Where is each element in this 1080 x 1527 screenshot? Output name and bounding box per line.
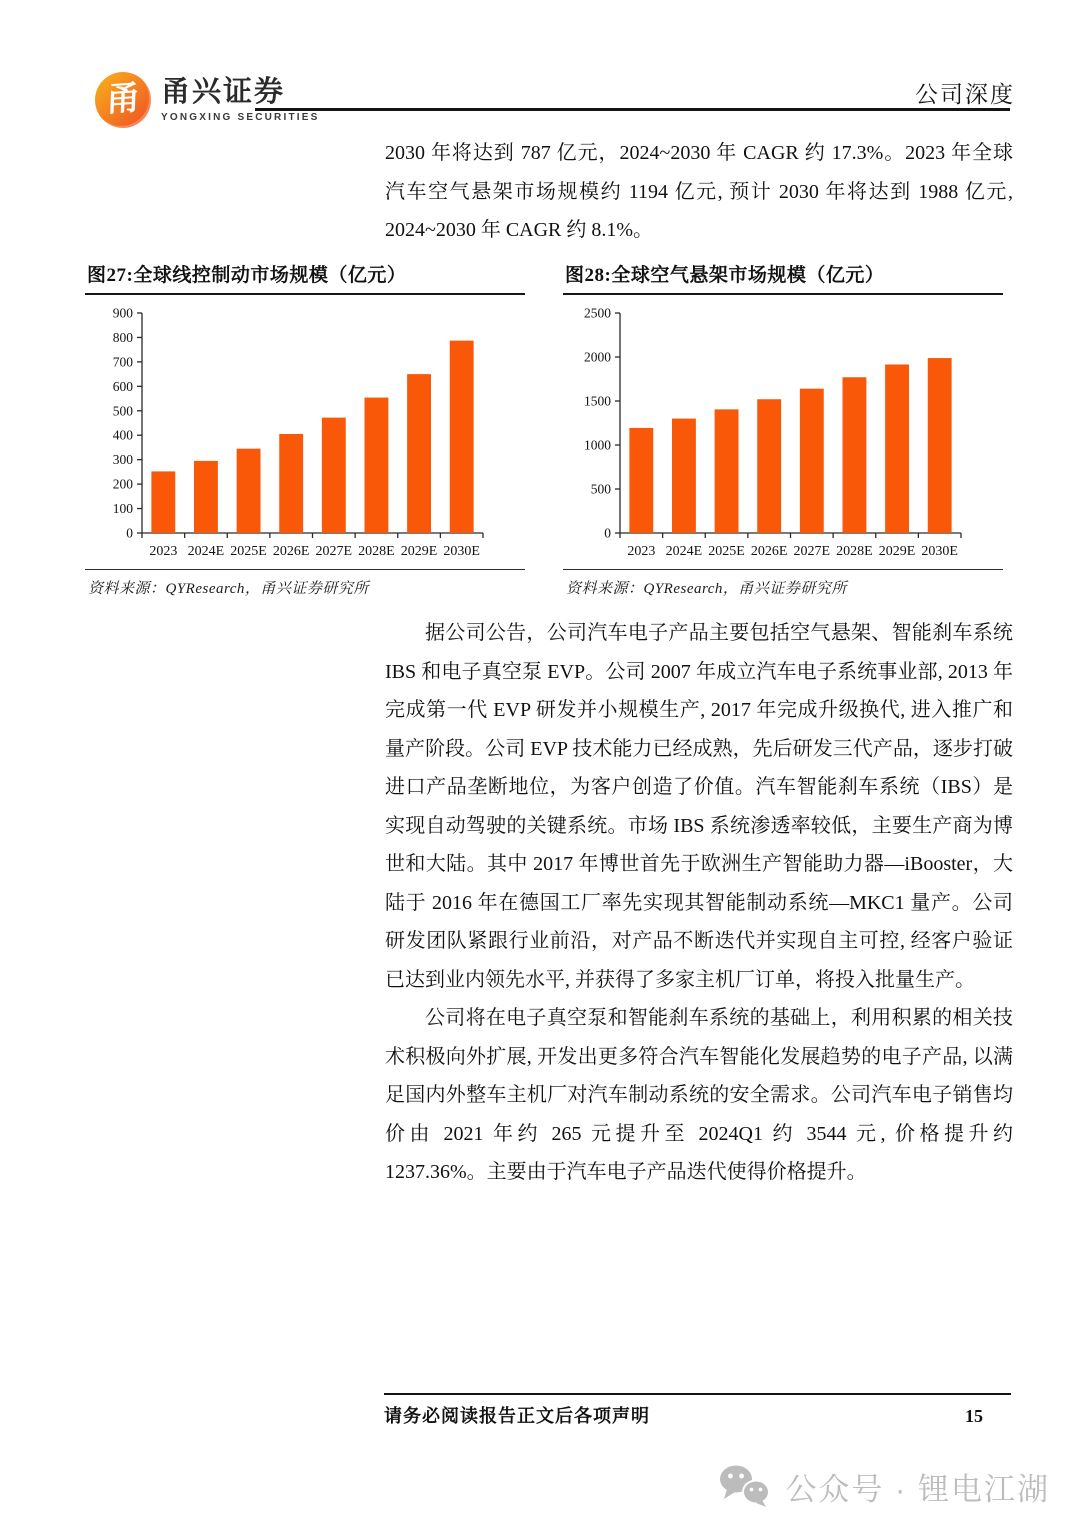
svg-text:2030E: 2030E (443, 544, 480, 559)
logo-glyph: 甬 (105, 79, 141, 120)
svg-text:100: 100 (112, 501, 133, 517)
brand-name-cn: 甬兴证券 (161, 75, 286, 108)
svg-text:2023: 2023 (627, 544, 656, 559)
svg-text:2023: 2023 (149, 544, 178, 559)
svg-text:200: 200 (112, 476, 133, 492)
svg-text:900: 900 (112, 305, 133, 321)
svg-text:2026E: 2026E (750, 544, 788, 559)
figure-28-title: 图28:全球空气悬架市场规模（亿元） (563, 260, 1003, 295)
watermark-text: 公众号 · 锂电江湖 (785, 1471, 1050, 1507)
svg-text:800: 800 (112, 329, 133, 345)
svg-text:700: 700 (112, 354, 133, 370)
figure-28-source: 资料来源：QYResearch，甬兴证券研究所 (563, 569, 1003, 598)
wechat-icon (719, 1464, 771, 1508)
svg-text:2025E: 2025E (230, 544, 267, 559)
svg-text:500: 500 (112, 403, 133, 419)
figure-27-source: 资料来源：QYResearch，甬兴证券研究所 (85, 569, 525, 598)
svg-text:0: 0 (126, 525, 133, 541)
body-text (385, 614, 1013, 1192)
svg-text:2028E: 2028E (358, 544, 395, 559)
brand-logo (95, 72, 320, 128)
wechat-watermark (719, 1462, 1050, 1510)
brand-text (161, 75, 320, 123)
svg-text:600: 600 (112, 378, 133, 394)
svg-text:2028E: 2028E (836, 544, 873, 559)
svg-text:2029E: 2029E (400, 544, 438, 559)
svg-text:2027E: 2027E (793, 544, 831, 559)
svg-text:2000: 2000 (584, 349, 611, 365)
page-number: 15 (965, 1406, 983, 1426)
report-type-label: 公司深度 (915, 82, 1015, 107)
intro-paragraph: 2030 年将达到 787 亿元，2024~2030 年 CAGR 约 17.3%。2023 年全球汽车空气悬架市场规模约 1194 亿元, 预计 2030 年将达到 1988 亿元, 2024~2030 年 CAGR 约 8.1%。 (385, 142, 1013, 241)
svg-text:2024E: 2024E (187, 544, 225, 559)
brand-name-en: YONGXING SECURITIES (161, 111, 320, 123)
svg-text:400: 400 (112, 427, 133, 443)
header-divider (255, 108, 1010, 111)
svg-text:2024E: 2024E (665, 544, 703, 559)
svg-text:2029E: 2029E (878, 544, 916, 559)
svg-text:2030E: 2030E (921, 544, 958, 559)
svg-text:2025E: 2025E (708, 544, 745, 559)
figure-28-bar-chart (563, 297, 1003, 569)
figure-27-bar-chart (85, 297, 525, 569)
page-footer (384, 1393, 1011, 1428)
paragraph-1: 据公司公告，公司汽车电子产品主要包括空气悬架、智能刹车系统 IBS 和电子真空泵 EVP。公司 2007 年成立汽车电子系统事业部, 2013 年完成第一代 EVP 研发并小规模生产, 2017 年完成升级换代, 进入推广和量产阶段。公司 EVP 技术能力已经成熟，先后研发三代产品，逐步打破进口产品垄断地位，为客户创造了价值。汽车智能刹车系统（IBS）是实现自动驾驶的关键系统。市场 IBS 系统渗透率较低，主要生产商为博世和大陆。其中 2017 年博世首先于欧洲生产智能助力器—iBooster，大陆于 2016 年在德国工厂率先实现其智能制动系统—MKC1 量产。公司研发团队紧跟行业前沿，对产品不断迭代并实现自主可控, 经客户验证已达到业内领先水平, 并获得了多家主机厂订单，将投入批量生产。 (385, 622, 1013, 991)
yongxing-logo-icon (95, 72, 151, 128)
svg-text:2026E: 2026E (272, 544, 310, 559)
footer-disclaimer: 请务必阅读报告正文后各项声明 (384, 1406, 650, 1426)
svg-text:2500: 2500 (584, 305, 611, 321)
svg-text:500: 500 (590, 481, 611, 497)
figure-27 (85, 260, 525, 598)
svg-text:300: 300 (112, 452, 133, 468)
svg-text:1000: 1000 (584, 437, 611, 453)
svg-text:1500: 1500 (584, 393, 611, 409)
paragraph-2: 公司将在电子真空泵和智能刹车系统的基础上，利用积累的相关技术积极向外扩展, 开发出更多符合汽车智能化发展趋势的电子产品, 以满足国内外整车主机厂对汽车制动系统的安全需求。公司汽车电子销售均价由 2021 年约 265 元提升至 2024Q1 约 3544 元, 价格提升约 1237.36%。主要由于汽车电子产品迭代使得价格提升。 (385, 1007, 1013, 1183)
svg-text:2027E: 2027E (315, 544, 353, 559)
figure-28 (563, 260, 1003, 598)
svg-text:0: 0 (604, 525, 611, 541)
figure-27-title: 图27:全球线控制动市场规模（亿元） (85, 260, 525, 295)
